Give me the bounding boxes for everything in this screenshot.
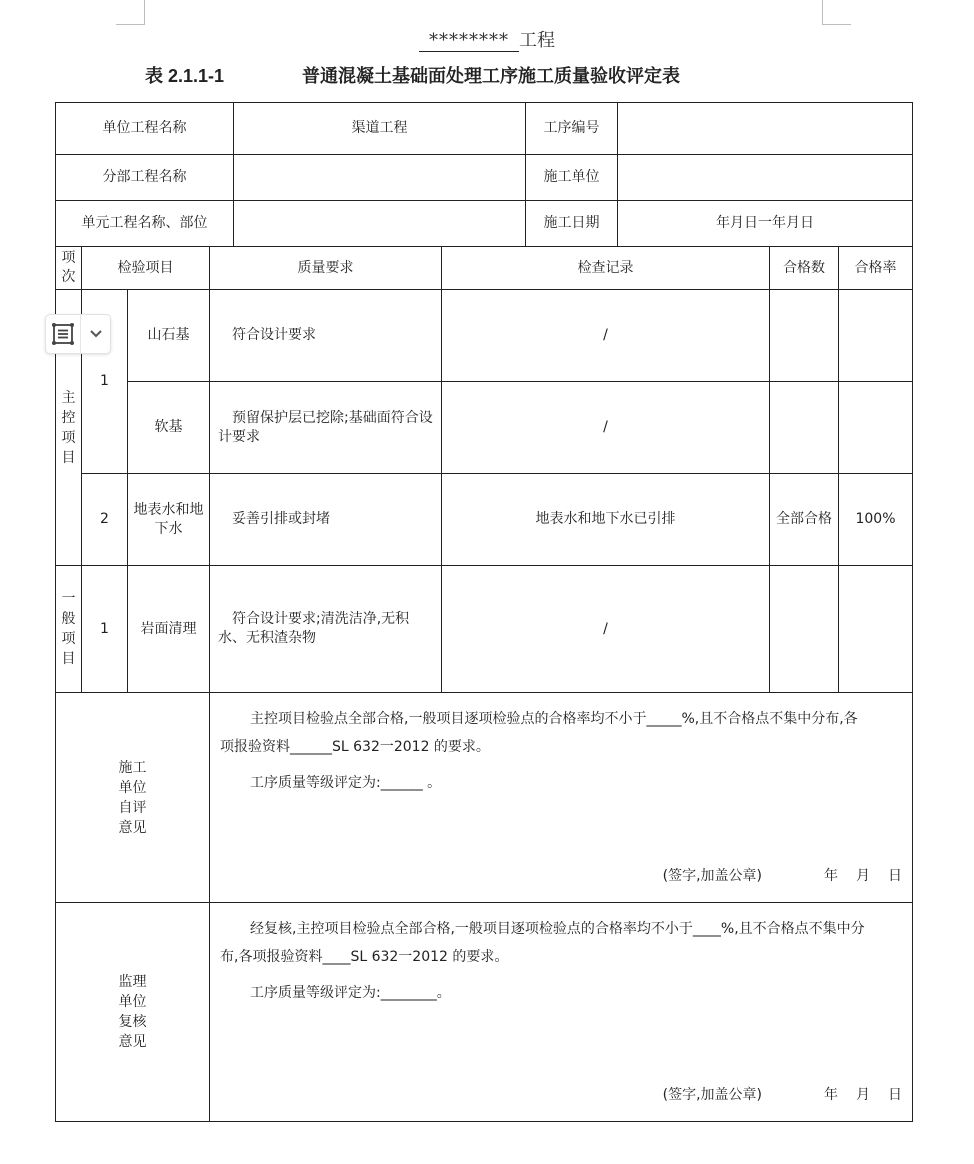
self-eval-content[interactable]: [210, 693, 913, 903]
col-header-item-type: 项次: [56, 247, 82, 290]
main-row-2-count[interactable]: [770, 382, 839, 474]
project-title: [0, 26, 974, 52]
general-row-1-item: 岩面清理: [128, 566, 210, 693]
main-row-2-item: 软基: [128, 382, 210, 474]
page-corner-mark-left: [116, 0, 145, 25]
self-eval-label: 施工 单位 自评 意见: [56, 693, 210, 903]
supervision-text-2: 布,各项报验资料____SL 632一2012 的要求。: [220, 949, 509, 965]
col-header-pass-count: 合格数: [770, 247, 839, 290]
col-header-pass-rate: 合格率: [839, 247, 913, 290]
sub-project-label: 分部工程名称: [56, 155, 234, 201]
general-row-1-count[interactable]: [770, 566, 839, 693]
table-handle-widget[interactable]: [45, 314, 111, 354]
main-row-1-record[interactable]: /: [442, 290, 770, 382]
inspection-table: [55, 246, 913, 1122]
unit-project-label: 单位工程名称: [56, 103, 234, 155]
main-row-1-count[interactable]: [770, 290, 839, 382]
main-row-3-record[interactable]: 地表水和地下水已引排: [442, 474, 770, 566]
construction-date-value[interactable]: 年月日一年月日: [618, 201, 913, 247]
process-no-label: 工序编号: [526, 103, 618, 155]
page-corner-mark-right: [822, 0, 851, 25]
construction-unit-value[interactable]: [618, 155, 913, 201]
main-row-2-req: 预留保护层已挖除;基础面符合设计要求: [210, 382, 442, 474]
project-suffix: 工程: [519, 30, 555, 51]
supervision-text: 经复核,主控项目检验点全部合格,一般项目逐项检验点的合格率均不小于____%,且不合格点不集中分: [250, 921, 865, 937]
project-name-blank: ********: [419, 30, 519, 52]
supervision-content[interactable]: [210, 903, 913, 1122]
unit-project-value[interactable]: 渠道工程: [234, 103, 526, 155]
main-row-1-rate[interactable]: [839, 290, 913, 382]
self-eval-signature: (签字,加盖公章) 年 月 日: [662, 868, 902, 884]
main-row-2-record[interactable]: /: [442, 382, 770, 474]
general-row-1-no: 1: [82, 566, 128, 693]
info-table: [55, 102, 913, 247]
col-header-record: 检查记录: [442, 247, 770, 290]
sub-project-value[interactable]: [234, 155, 526, 201]
main-row-1-item: 山石基: [128, 290, 210, 382]
table-number: 表 2.1.1-1: [145, 66, 225, 86]
element-name-label: 单元工程名称、部位: [56, 201, 234, 247]
main-row-3-rate[interactable]: 100%: [839, 474, 913, 566]
general-row-1-rate[interactable]: [839, 566, 913, 693]
self-eval-text: 主控项目检验点全部合格,一般项目逐项检验点的合格率均不小于_____%,且不合格点不集中分布,各: [250, 711, 858, 727]
supervision-label: 监理 单位 复核 意见: [56, 903, 210, 1122]
main-row-1-req: 符合设计要求: [210, 290, 442, 382]
element-name-value[interactable]: [234, 201, 526, 247]
col-header-quality-req: 质量要求: [210, 247, 442, 290]
general-row-1-record[interactable]: /: [442, 566, 770, 693]
general-row-1-req: 符合设计要求;清洗洁净,无积水、无积渣杂物: [210, 566, 442, 693]
self-eval-grade: 工序质量等级评定为:______ 。: [250, 775, 442, 791]
main-row-2-rate[interactable]: [839, 382, 913, 474]
table-select-icon[interactable]: [46, 315, 81, 353]
supervision-grade: 工序质量等级评定为:________。: [250, 985, 451, 1001]
self-eval-text-2: 项报验资料______SL 632一2012 的要求。: [220, 739, 490, 755]
main-row-3-req: 妥善引排或封堵: [210, 474, 442, 566]
main-row-1-no: 1: [82, 290, 128, 474]
table-title: 普通混凝土基础面处理工序施工质量验收评定表: [302, 66, 680, 87]
main-row-3-item: 地表水和地下水: [128, 474, 210, 566]
col-header-inspection-item: 检验项目: [82, 247, 210, 290]
process-no-value[interactable]: [618, 103, 913, 155]
main-control-label: 主 控 项 目: [56, 290, 82, 566]
supervision-signature: (签字,加盖公章) 年 月 日: [662, 1087, 902, 1103]
main-row-3-count[interactable]: 全部合格: [770, 474, 839, 566]
general-label: 一 般 项 目: [56, 566, 82, 693]
chevron-down-icon[interactable]: [81, 329, 110, 339]
construction-unit-label: 施工单位: [526, 155, 618, 201]
construction-date-label: 施工日期: [526, 201, 618, 247]
main-row-3-no: 2: [82, 474, 128, 566]
